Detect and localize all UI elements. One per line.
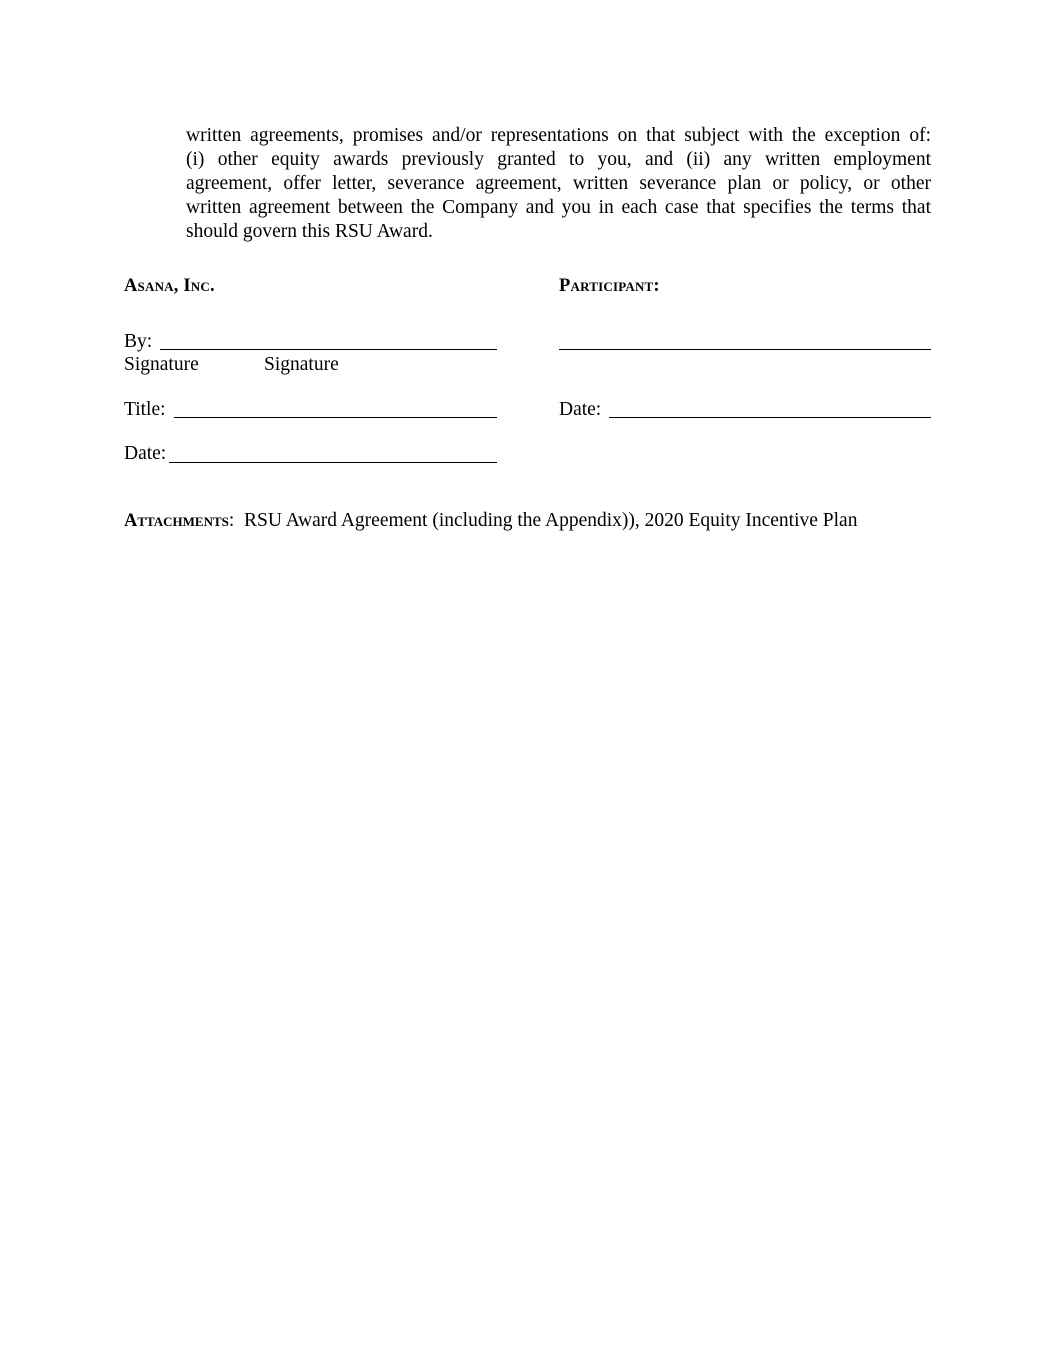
attachments-label: Attachments [124,511,229,531]
company-signature-line[interactable] [160,349,497,350]
paragraph-line-4: written agreement between the Company and you in each case that specifies the terms that [186,197,931,218]
company-date-line[interactable] [169,462,497,463]
participant-heading: Participant: [559,276,660,296]
participant-date-label: Date: [559,399,602,420]
company-title-line[interactable] [174,417,497,418]
company-date-label: Date: [124,443,167,464]
attachments-line [124,510,857,532]
company-heading: Asana, Inc. [124,276,215,296]
signature-caption-1: Signature [124,354,199,375]
paragraph-line-1: written agreements, promises and/or representations on that subject with the exception of: [186,125,931,146]
participant-date-line[interactable] [609,417,931,418]
signature-caption-2: Signature [264,354,339,375]
participant-signature-line[interactable] [559,349,931,350]
paragraph-line-5: should govern this RSU Award. [186,221,433,242]
paragraph-line-2: (i) other equity awards previously granted to you, and (ii) any written employment [186,149,931,170]
attachments-text: RSU Award Agreement (including the Appendix)), 2020 Equity Incentive Plan [244,510,858,531]
attachments-separator: : [228,510,235,531]
company-title-label: Title: [124,399,166,420]
paragraph-line-3: agreement, offer letter, severance agreement, written severance plan or policy, or other [186,173,931,194]
company-by-label: By: [124,331,153,352]
